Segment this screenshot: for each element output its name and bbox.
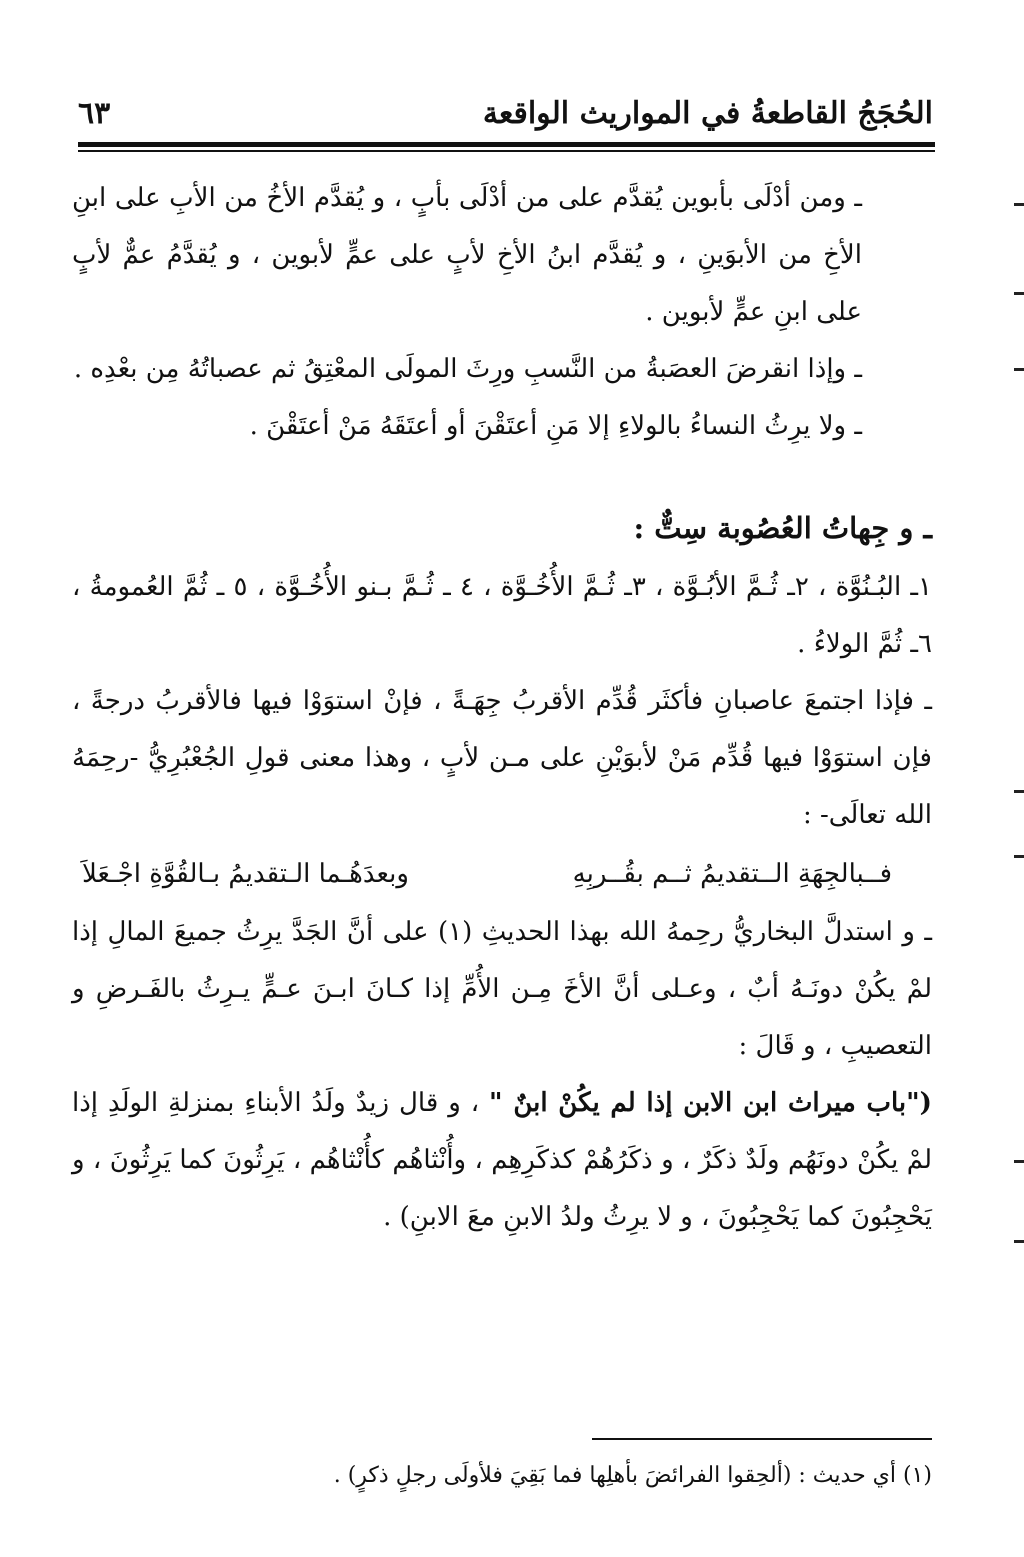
paragraph-list-directions: ١ـ البُـنُوَّة ، ٢ـ ثُـمَّ الأبُـوَّة ، ٣ـ ثُـمَّ الأُخُـوَّة ، ٤ ـ ثُـمَّ بـنو الأُخُـوَّة ، ٥ ـ ثُمَّ العُمومةُ ، ٦ـ ثُمَّ الولاءُ . [72,572,932,659]
scan-edge-mark [1014,790,1024,793]
poem-first-hemistich: فــبالجِهَةِ الــتقديمُ ثــم بقُــربِهِ [572,859,892,889]
scan-edge-mark [1014,1160,1024,1163]
quote-chapter-title: ("باب ميراث ابن الابن إذا لم يكُنْ ابنٌ " [489,1088,932,1118]
scan-edge-mark [1014,368,1024,371]
section-heading: ـ و جِهاتُ العُصُوبة سِتٌّ : [633,511,932,545]
header-rule-thin [78,150,935,152]
main-text [72,170,932,1246]
footnote-rule [592,1438,932,1440]
poem-verse [72,844,932,904]
scan-edge-mark [1014,1240,1024,1243]
paragraph-women-wala: ـ ولا يرِثُ النساءُ بالولاءِ إلا مَنِ أعتَقْنَ أو أعتَقَهُ مَنْ أعتَقْنَ . [249,411,862,441]
footnote: (١) أي حديث : (ألحِقوا الفرائضَ بأهلِها فما بَقِيَ فلأولَى رجلٍ ذكرٍ) . [333,1463,932,1488]
scan-edge-mark [1014,203,1024,206]
header-rule-thick [78,142,935,147]
book-title: الحُجَجُ القاطعةُ في المواريث الواقعة [482,96,933,131]
paragraph-two-heirs: ـ فإذا اجتمعَ عاصبانِ فأكثَر قُدِّم الأقربُ جِهَـةً ، فإنْ استوَوْا فيها فالأقربُ درجةً ، فإن استوَوْا فيها قُدِّم مَنْ لأبوَيْنِ على مـن لأبٍ ، وهذا معنى قولِ الجُعْبُرِيُّ -رحِمَهُ الله تعالَى- : [72,686,932,830]
paragraph-bukhari: ـ و استدلَّ البخاريُّ رحِمهُ الله بهذا الحديثِ (١) على أنَّ الجَدَّ يرِثُ جميعَ المالِ إذا لمْ يكُنْ دونَـهُ أبٌ ، وعـلى أنَّ الأخَ مِـن الأُمِّ إذا كـانَ ابـنَ عـمٍّ يـرِثُ بالفَـرضِ و التعصيبِ ، و قَالَ : [72,917,933,1061]
scan-edge-mark [1014,292,1024,295]
paragraph-extinction: ـ وإذا انقرضَ العصَبةُ من النَّسبِ ورِثَ المولَى المعْتِقُ ثم عصباتُهُ مِن بعْدِه . [73,354,862,384]
paragraph-precedence: ـ ومن أدْلَى بأبوين يُقدَّم على من أدْلَى بأبٍ ، و يُقدَّم الأخُ من الأبِ على ابنِ الأخِ من الأبوَينِ ، و يُقدَّم ابنُ الأخِ لأبٍ على عمٍّ لأبوين ، و يُقدَّمُ عمٌّ لأبٍ على ابنِ عمٍّ لأبوين . [72,183,862,327]
page-number: ٦٣ [78,96,111,131]
poem-second-hemistich: وبعدَهُـما الـتقديمُ بـالقُوَّةِ اجْـعَلاَ [82,859,409,889]
running-header [78,92,933,136]
quote-body: ، و قال زيدٌ ولَدُ الأبناءِ بمنزلةِ الولَدِ إذا لمْ يكُنْ دونَهُم ولَدٌ ذكَرٌ ، و ذكَرُهُمْ كذكَرِهِم ، وأُنْثاهُم كأُنْثاهُم ، يَرِثُونَ كما يَرِثُونَ ، و يَحْجِبُونَ كما يَحْجِبُونَ ، و لا يرِثُ ولدُ الابنِ معَ الابنِ) . [72,1088,932,1232]
paragraph-quote [72,1075,932,1246]
scan-edge-mark [1014,855,1024,858]
spacer [72,455,932,497]
